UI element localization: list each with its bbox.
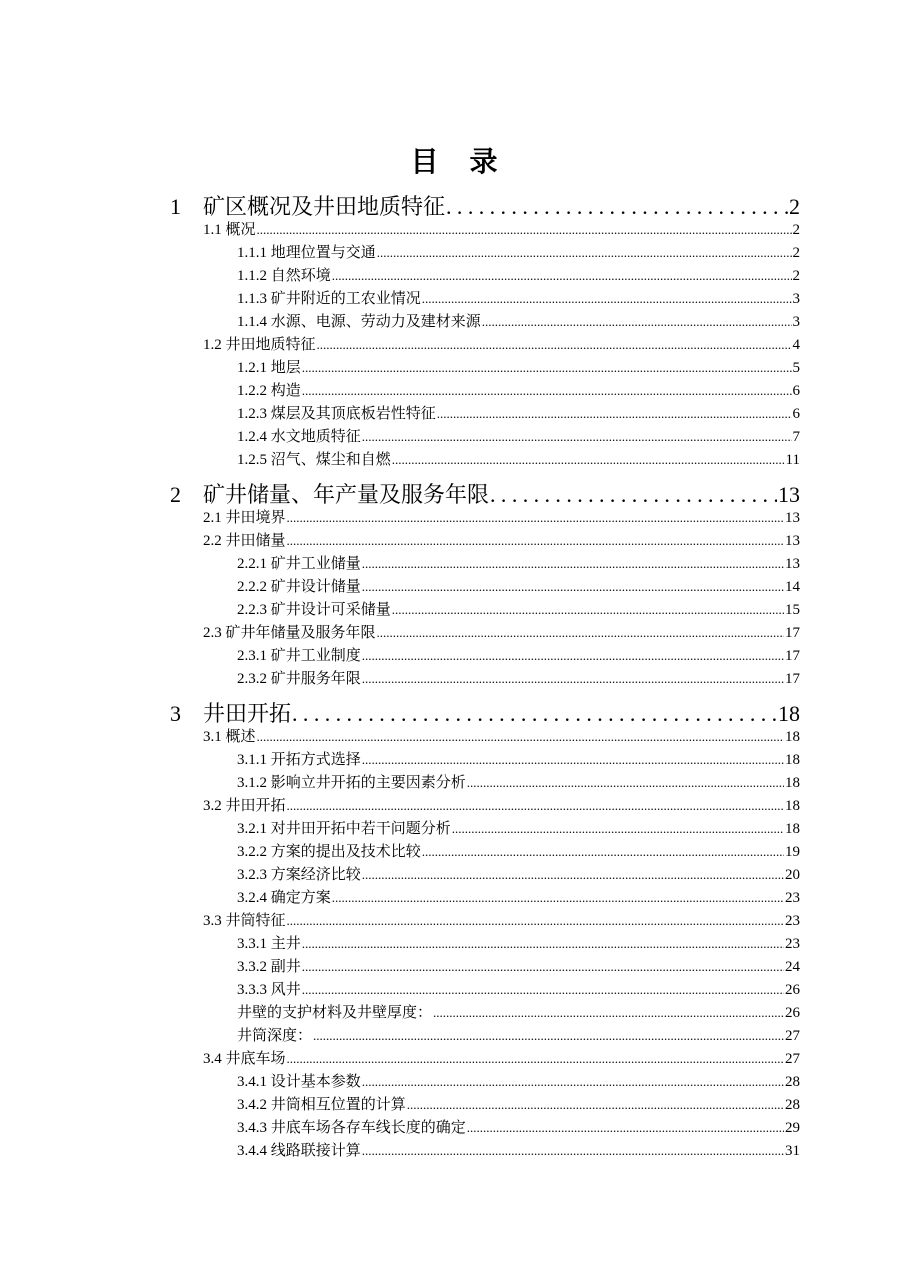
toc-page-number: 2 [789,194,800,219]
toc-entry-label [237,1070,361,1091]
toc-page-number: 18 [785,729,800,745]
toc-page-number: 29 [785,1120,800,1136]
toc-entry-label [237,310,481,331]
toc-entry-text: 2.2.2 矿井设计储量 [237,579,361,595]
toc-entry-level-3[interactable] [237,425,800,446]
toc-entry-level-3[interactable] [237,840,800,861]
toc-entry-label [237,840,421,861]
toc-entry-label [237,644,361,665]
toc-entry-text: 1.2.3 煤层及其顶底板岩性特征 [237,406,436,422]
toc-entry-level-2[interactable] [203,794,800,815]
toc-entry-label [237,1116,466,1137]
toc-entry-level-3[interactable] [237,598,800,619]
toc-entry-level-3[interactable] [237,310,800,331]
toc-entry-level-3[interactable] [237,667,800,688]
toc-dot-leader [467,775,784,791]
toc-page-number: 26 [785,982,800,998]
toc-dot-leader [452,821,784,837]
toc-entry-level-3[interactable] [237,644,800,665]
toc-entry-level-1[interactable] [170,478,800,509]
toc-entry-level-3[interactable] [237,1070,800,1091]
toc-entry-text: 2.3.1 矿井工业制度 [237,648,361,664]
toc-entry-level-3[interactable] [237,955,800,976]
toc-entry-text: 1.1.2 自然环境 [237,268,331,284]
toc-entry-text: 3.2.3 方案经济比较 [237,867,361,883]
toc-entry-text: 1.2.2 构造 [237,383,301,399]
toc-entry-label [237,1001,432,1022]
toc-dot-leader [292,701,777,727]
toc-page-number: 18 [785,752,800,768]
toc-entry-level-3[interactable] [237,748,800,769]
toc-entry-level-2[interactable] [203,333,800,354]
toc-dot-leader [422,844,784,860]
toc-page-number: 27 [785,1028,800,1044]
toc-entry-label [237,379,301,400]
toc-dot-leader [362,671,784,687]
toc-page-number: 17 [785,648,800,664]
toc-page-number: 26 [785,1005,800,1021]
toc-entry-level-3[interactable] [237,1001,800,1022]
toc-page-number: 5 [792,360,800,376]
toc-entry-label [203,218,256,239]
toc-entry-level-3[interactable] [237,886,800,907]
toc-entry-level-3[interactable] [237,1093,800,1114]
toc-entry-text: 3.1 概述 [203,729,256,745]
toc-entry-level-2[interactable] [203,1047,800,1068]
toc-entry-level-3[interactable] [237,978,800,999]
toc-entry-label [237,575,361,596]
toc-dot-leader [362,1074,784,1090]
toc-entry-text: 井筒深度： [237,1028,313,1044]
toc-entry-label [237,425,361,446]
toc-entry-label [237,356,301,377]
toc-entry-text: 2.3 矿井年储量及服务年限 [203,625,376,641]
toc-entry-level-3[interactable] [237,575,800,596]
toc-entry-label [237,598,391,619]
toc-entry-text: 2.2 井田储量 [203,533,286,549]
toc-page-number: 13 [785,556,800,572]
toc-entry-label [237,448,391,469]
toc-entry-label [237,817,451,838]
toc-dot-leader [287,1051,784,1067]
toc-dot-leader [482,314,792,330]
toc-entry-level-3[interactable] [237,1116,800,1137]
toc-page-number: 17 [785,671,800,687]
toc-dot-leader [302,982,784,998]
toc-page-number: 20 [785,867,800,883]
toc-dot-leader [257,729,784,745]
toc-dot-leader [287,798,784,814]
toc-page-number: 31 [785,1143,800,1159]
toc-entry-label [237,1024,312,1045]
toc-dot-leader [362,648,784,664]
toc-entry-level-3[interactable] [237,771,800,792]
toc-page-number: 23 [785,890,800,906]
toc-page-number: 3 [792,291,800,307]
toc-chapter-number: 2 [170,482,181,507]
toc-page-number: 2 [792,222,800,238]
toc-page-number: 23 [785,913,800,929]
toc-page-number: 3 [792,314,800,330]
toc-page-number: 17 [785,625,800,641]
toc-entry-label [203,333,316,354]
toc-dot-leader [287,913,784,929]
toc-entry-label [237,402,436,423]
toc-entry-label [237,886,331,907]
toc-dot-leader [392,602,784,618]
toc-page-number: 13 [778,482,800,507]
toc-page-number: 24 [785,959,800,975]
toc-entry-text: 3.4.1 设计基本参数 [237,1074,361,1090]
toc-page-number: 18 [785,821,800,837]
toc-entry-level-3[interactable] [237,552,800,573]
toc-entry-text: 3.2 井田开拓 [203,798,286,814]
toc-entry-text: 3.1.2 影响立井开拓的主要因素分析 [237,775,466,791]
toc-dot-leader [422,291,792,307]
toc-page-number: 28 [785,1097,800,1113]
toc-entry-label [203,529,286,550]
toc-dot-leader [302,360,792,376]
toc-entry-text: 1.1.1 地理位置与交通 [237,245,376,261]
toc-dot-leader [302,383,792,399]
toc-dot-leader [362,556,784,572]
toc-entry-level-2[interactable] [203,909,800,930]
toc-dot-leader [433,1005,784,1021]
toc-entry-label [237,287,421,308]
toc-page-number: 13 [785,510,800,526]
toc-dot-leader [287,510,784,526]
toc-dot-leader [362,1143,784,1159]
toc-entry-level-3[interactable] [237,1139,800,1160]
toc-entry-label [237,1093,406,1114]
toc-entry-label [237,264,331,285]
toc-entry-text: 矿井储量、年产量及服务年限 [203,482,490,507]
toc-entry-level-2[interactable] [203,218,800,239]
toc-dot-leader [332,890,784,906]
toc-dot-leader [362,429,792,445]
toc-page-number: 4 [792,337,800,353]
toc-entry-text: 矿区概况及井田地质特征 [203,194,446,219]
toc-entry-level-3[interactable] [237,817,800,838]
toc-entry-label [237,771,466,792]
page-title: 目 录 [410,147,510,178]
toc-entry-text: 3.3.2 副井 [237,959,301,975]
toc-dot-leader [362,752,784,768]
toc-entry-level-3[interactable] [237,1024,800,1045]
toc-entry-level-2[interactable] [203,725,800,746]
toc-entry-label [203,794,286,815]
toc-entry-text: 井田开拓 [203,701,292,726]
toc-dot-leader [377,245,792,261]
toc-page-number: 2 [792,245,800,261]
toc-page-number: 23 [785,936,800,952]
toc-page-number: 6 [792,406,800,422]
toc-entry-level-3[interactable] [237,241,800,262]
toc-entry-level-3[interactable] [237,287,800,308]
toc-entry-text: 3.3.3 风井 [237,982,301,998]
toc-entry-text: 3.4.2 井筒相互位置的计算 [237,1097,406,1113]
toc-entry-label [203,725,256,746]
toc-entry-level-2[interactable] [203,621,800,642]
toc-dot-leader [257,222,792,238]
toc-entry-text: 3.4.4 线路联接计算 [237,1143,361,1159]
toc-entry-text: 3.4 井底车场 [203,1051,286,1067]
toc-dot-leader [407,1097,784,1113]
toc-entry-label [170,478,489,509]
toc-page-number: 27 [785,1051,800,1067]
toc-dot-leader [490,482,777,508]
toc-entry-label [237,932,301,953]
toc-entry-level-3[interactable] [237,264,800,285]
toc-entry-level-3[interactable] [237,932,800,953]
toc-entry-label [203,621,376,642]
toc-dot-leader [362,579,784,595]
toc-page-number: 6 [792,383,800,399]
toc-chapter-number: 1 [170,194,181,219]
toc-dot-leader [446,194,788,220]
toc-entry-level-1[interactable] [170,697,800,728]
toc-entry-text: 3.4.3 井底车场各存车线长度的确定 [237,1120,466,1136]
toc-entry-text: 2.2.3 矿井设计可采储量 [237,602,391,618]
toc-page-number: 7 [792,429,800,445]
toc-page-number: 28 [785,1074,800,1090]
toc-page-number: 18 [785,798,800,814]
toc-entry-label [170,697,291,728]
toc-entry-level-3[interactable] [237,448,800,469]
toc-entry-level-3[interactable] [237,863,800,884]
toc-entry-text: 3.2.1 对井田开拓中若干问题分析 [237,821,451,837]
toc-entry-label [237,667,361,688]
toc-dot-leader [437,406,792,422]
toc-entry-level-3[interactable] [237,356,800,377]
toc-entry-text: 3.2.2 方案的提出及技术比较 [237,844,421,860]
toc-entry-level-2[interactable] [203,506,800,527]
toc-page-number: 14 [785,579,800,595]
toc-page-number: 15 [785,602,800,618]
toc-entry-label [203,506,286,527]
toc-entry-text: 3.3 井筒特征 [203,913,286,929]
toc-entry-level-3[interactable] [237,402,800,423]
toc-entry-label [237,955,301,976]
toc-entry-text: 2.2.1 矿井工业储量 [237,556,361,572]
toc-entry-text: 1.2 井田地质特征 [203,337,316,353]
toc-entry-text: 2.1 井田境界 [203,510,286,526]
toc-page-number: 18 [785,775,800,791]
toc-dot-leader [467,1120,784,1136]
toc-dot-leader [302,959,784,975]
toc-entry-level-1[interactable] [170,190,800,221]
toc-entry-text: 1.2.4 水文地质特征 [237,429,361,445]
toc-entry-label [203,909,286,930]
toc-dot-leader [377,625,784,641]
toc-dot-leader [362,867,784,883]
toc-entry-text: 3.1.1 开拓方式选择 [237,752,361,768]
toc-entry-label [237,863,361,884]
toc-page-number: 13 [785,533,800,549]
toc-dot-leader [287,533,784,549]
toc-dot-leader [317,337,792,353]
toc-entry-text: 井壁的支护材料及井壁厚度： [237,1005,433,1021]
toc-entry-label [237,978,301,999]
toc-dot-leader [302,936,784,952]
toc-dot-leader [313,1028,784,1044]
toc-entry-text: 2.3.2 矿井服务年限 [237,671,361,687]
toc-entry-text: 3.3.1 主井 [237,936,301,952]
toc-entry-text: 1.1.4 水源、电源、劳动力及建材来源 [237,314,481,330]
toc-entry-label [237,552,361,573]
toc-page-number: 18 [778,701,800,726]
toc-entry-text: 1.2.5 沼气、煤尘和自燃 [237,452,391,468]
toc-entry-level-3[interactable] [237,379,800,400]
toc-entry-label [237,241,376,262]
toc-page-number: 19 [785,844,800,860]
toc-entry-level-2[interactable] [203,529,800,550]
toc-dot-leader [332,268,792,284]
toc-entry-label [237,1139,361,1160]
toc-dot-leader [392,452,785,468]
toc-chapter-number: 3 [170,701,181,726]
toc-page-number: 11 [785,452,800,468]
toc-page-number: 2 [792,268,800,284]
toc-entry-text: 1.1.3 矿井附近的工农业情况 [237,291,421,307]
toc-entry-text: 1.2.1 地层 [237,360,301,376]
toc-entry-text: 3.2.4 确定方案 [237,890,331,906]
toc-entry-label [170,190,445,221]
toc-entry-label [203,1047,286,1068]
toc-entry-label [237,748,361,769]
toc-entry-text: 1.1 概况 [203,222,256,238]
